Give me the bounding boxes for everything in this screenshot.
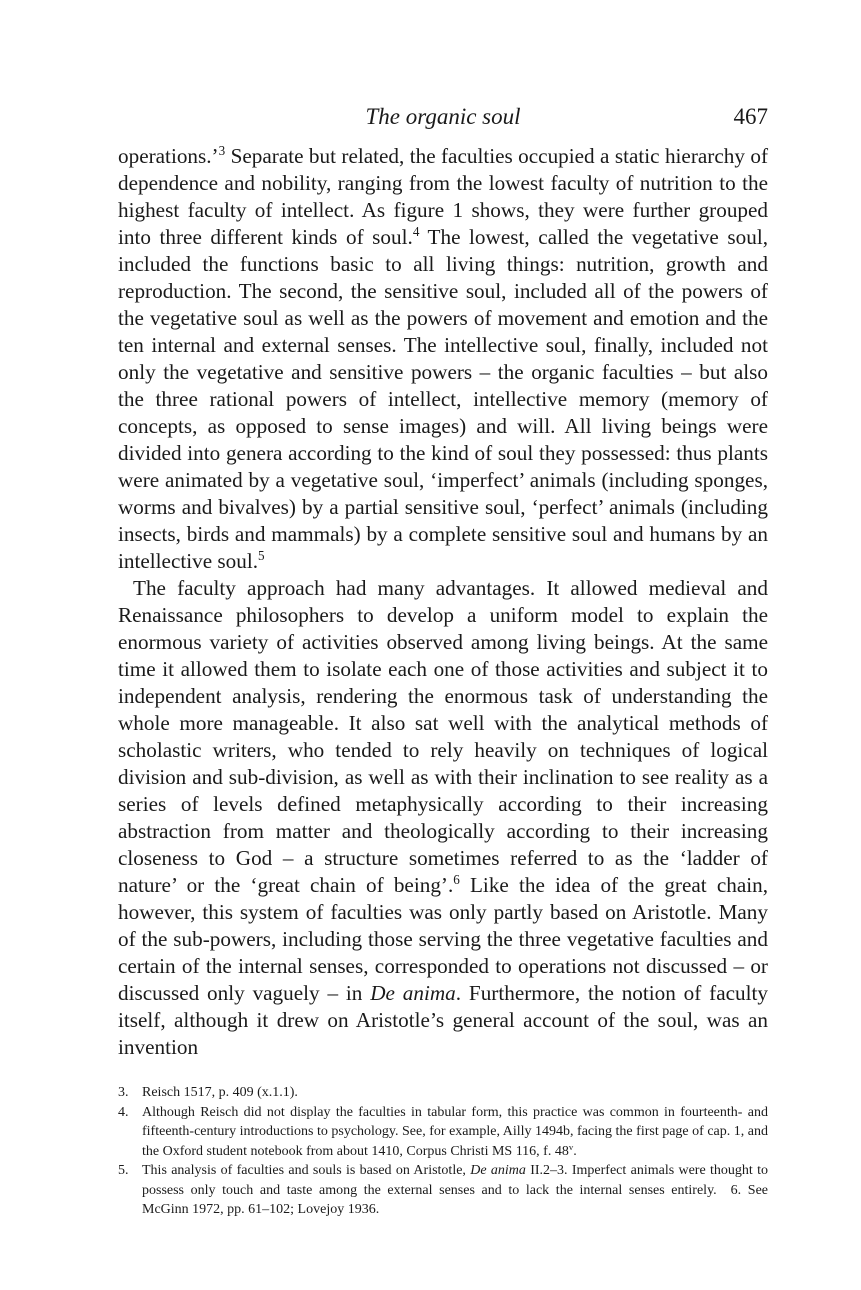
footnote-text: Although Reisch did not display the faculties in tabular form, this practice was common in fourteenth- and fifteenth-century introductions to psychology. See, for example, Ailly 1494b, facing the first page of cap. 1, and the Oxford student notebook from about 1410, Corpus Christi MS 116, f. 48 — [142, 1104, 768, 1159]
text-run: Separate but related, the faculties occupied a static hierarchy of dependence and nobility, ranging from the lowest faculty of nutrition to the highest faculty of intellect. As figure 1 shows, they were further grouped into three different kinds of soul. — [118, 144, 768, 249]
title-de-anima: De anima — [370, 981, 456, 1005]
footnote-ref-6: 6 — [453, 872, 460, 888]
footnote-4 — [118, 1103, 768, 1162]
running-header — [118, 104, 768, 136]
footnote-ref-4: 4 — [412, 224, 420, 240]
text-run: The lowest, called the vegetative soul, included the functions basic to all living things: nutrition, growth and reproduction. The second, the sensitive soul, included all of the powers of the vegetative soul as well as the powers of movement and emotion and the ten internal and external senses. The intellective soul, finally, included not only the vegetative and sensitive powers – the organic faculties – but also the three rational powers of intellect, intellective memory (memory of concepts, as opposed to sense images) and will. All living beings were divided into genera according to the kind of soul they possessed: thus plants were animated by a vegetative soul, ‘imperfect’ animals (including sponges, worms and bivalves) by a partial sensitive soul, ‘perfect’ animals (including insects, birds and mammals) by a complete sensitive soul and humans by an intellective soul. — [118, 225, 768, 573]
running-title: The organic soul — [365, 104, 521, 129]
footnote-6-number: 6. — [730, 1182, 742, 1198]
page-number: 467 — [733, 104, 768, 129]
footnote-number: 3. — [118, 1085, 129, 1100]
footnote-text: Reisch 1517, p. 409 (x.1.1). — [142, 1085, 298, 1100]
text-run: operations.’ — [118, 144, 219, 168]
footnote-number: 4. — [118, 1104, 129, 1120]
verso-mark: v — [568, 1141, 574, 1152]
footnote-text: This analysis of faculties and souls is based on Aristotle, — [142, 1163, 471, 1178]
text-run: The faculty approach had many advantages. It allowed medieval and Renaissance philosophers to develop a uniform model to explain the enormous variety of activities observed among living beings. At the same time it allowed them to isolate each one of those activities and subject it to independent analysis, rendering the enormous task of understanding the whole more manageable. It also sat well with the analytical methods of scholastic writers, who tended to rely heavily on techniques of logical division and sub-division, as well as with their inclination to see reality as a series of levels defined metaphysically according to their increasing abstraction from matter and theologically according to their increasing closeness to God – a structure sometimes referred to as the ‘ladder of nature’ or the ‘great chain of being’. — [118, 576, 768, 897]
footnote-ref-3: 3 — [218, 143, 226, 159]
title-de-anima: De anima — [470, 1163, 526, 1178]
footnotes — [118, 1083, 768, 1220]
body-text — [118, 143, 768, 1061]
footnote-text: II.2–3. Imperfect animals were thought to possess only touch and taste among the external senses and to lack the internal senses entirely. — [142, 1163, 768, 1198]
paragraph-2 — [118, 575, 768, 1061]
footnote-3 — [118, 1083, 768, 1103]
footnote-ref-5: 5 — [258, 548, 265, 564]
paragraph-1 — [118, 143, 768, 575]
footnote-5 — [118, 1161, 768, 1220]
text-run: . Furthermore, the notion of faculty itself, although it drew on Aristotle’s general account of the soul, was an invention — [118, 981, 768, 1059]
footnote-text: . — [573, 1143, 577, 1159]
text-run: Like the idea of the great chain, however, this system of faculties was only partly based on Aristotle. Many of the sub-powers, including those serving the three vegetative faculties and certain of the internal senses, corresponded to operations not discussed – or discussed only vaguely – in — [118, 873, 768, 1005]
footnote-6-text: See McGinn 1972, pp. 61–102; Lovejoy 1936. — [142, 1182, 768, 1217]
footnote-number: 5. — [118, 1163, 129, 1178]
